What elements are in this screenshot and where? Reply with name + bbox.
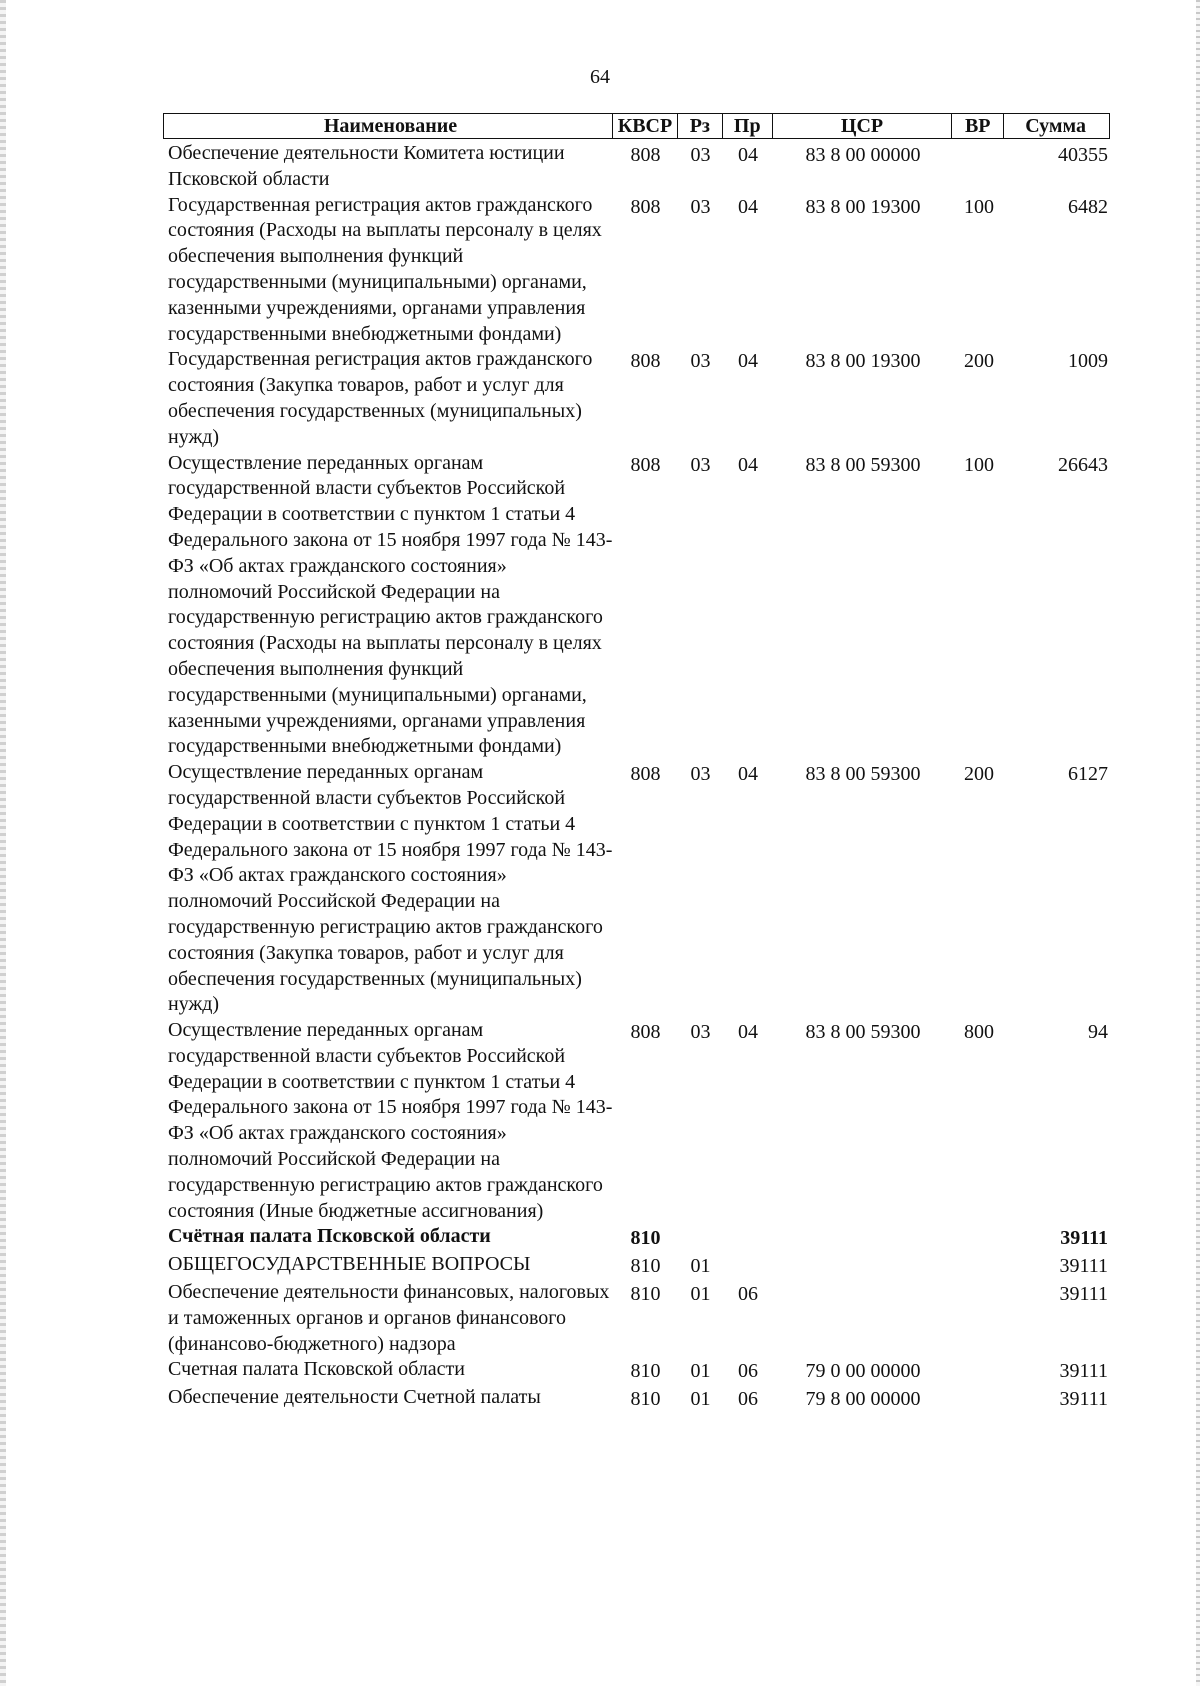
cell-pr: 04: [738, 453, 758, 476]
table-row: [163, 760, 1110, 1018]
table-row: [163, 1357, 1110, 1385]
header-sum: Сумма: [1025, 115, 1086, 137]
cell-rz: 03: [690, 1021, 711, 1044]
header-rz: Рз: [678, 114, 723, 138]
cell-pr: 04: [738, 1021, 758, 1044]
table-row: [163, 193, 1110, 348]
table-body: [163, 141, 1110, 1413]
cell-csr: 83 8 00 19300: [805, 350, 921, 373]
cell-kvsr: 808: [630, 453, 661, 476]
cell-vr: 100: [964, 195, 994, 218]
cell-name: Осуществление переданных органам государственной власти субъектов Российской Федерации в соответствии с пунктом 1 статьи 4 Федерального закона от 15 ноября 1997 года № 143-ФЗ «Об актах гражданского состояния» полномочий Российской Федерации на государственную регистрацию актов гражданского состояния (Иные бюджетные ассигнования): [168, 1019, 613, 1222]
cell-csr: [773, 1252, 953, 1280]
cell-name: Осуществление переданных органам государственной власти субъектов Российской Федерации в соответствии с пунктом 1 статьи 4 Федерального закона от 15 ноября 1997 года № 143-ФЗ «Об актах гражданского состояния» полномочий Российской Федерации на государственную регистрацию актов гражданского состояния (Закупка товаров, работ и услуг для обеспечения государственных (муниципальных) нужд): [168, 761, 613, 1016]
cell-name: Государственная регистрация актов гражданского состояния (Закупка товаров, работ и услуг для обеспечения государственных (муниципальных) нужд): [168, 348, 593, 448]
cell-pr: 04: [738, 763, 758, 786]
cell-csr: [773, 1280, 953, 1357]
cell-pr: 04: [738, 350, 758, 373]
scan-edge-right: [1196, 0, 1200, 1686]
table-row: [163, 1280, 1110, 1357]
cell-rz: 01: [690, 1283, 711, 1306]
cell-vr: [953, 141, 1005, 193]
cell-kvsr: 810: [630, 1283, 661, 1306]
table-header: [163, 113, 1110, 139]
cell-name: Обеспечение деятельности Счетной палаты: [168, 1386, 541, 1409]
cell-kvsr: 810: [630, 1255, 661, 1278]
table-row: [163, 347, 1110, 450]
cell-kvsr: 810: [630, 1388, 661, 1411]
table-row: [163, 141, 1110, 193]
header-csr: ЦСР: [773, 114, 953, 138]
page-number: 64: [590, 66, 610, 88]
cell-pr: [723, 1224, 773, 1252]
cell-name: Осуществление переданных органам государственной власти субъектов Российской Федерации в соответствии с пунктом 1 статьи 4 Федерального закона от 15 ноября 1997 года № 143-ФЗ «Об актах гражданского состояния» полномочий Российской Федерации на государственную регистрацию актов гражданского состояния (Расходы на выплаты персоналу в целях обеспечения выполнения функций государственными (муниципальными) органами, казенными учреждениями, органами управления государственными внебюджетными фондами): [168, 451, 613, 758]
cell-kvsr: 808: [630, 350, 661, 373]
cell-csr: 83 8 00 19300: [805, 195, 921, 218]
cell-vr: [953, 1252, 1005, 1280]
cell-name: Счётная палата Псковской области: [168, 1225, 491, 1248]
cell-sum: 40355: [1058, 144, 1108, 166]
cell-pr: [723, 1252, 773, 1280]
table-row: [163, 1224, 1110, 1252]
cell-pr: 06: [738, 1360, 758, 1383]
cell-vr: [953, 1280, 1005, 1357]
cell-name: ОБЩЕГОСУДАРСТВЕННЫЕ ВОПРОСЫ: [168, 1253, 531, 1276]
cell-rz: 03: [690, 763, 711, 786]
header-kvsr: КВСР: [613, 114, 678, 138]
cell-rz: 01: [690, 1255, 711, 1278]
cell-kvsr: 808: [630, 144, 661, 166]
cell-kvsr: 810: [630, 1227, 661, 1250]
cell-name: Счетная палата Псковской области: [168, 1358, 465, 1381]
cell-pr: 06: [738, 1388, 758, 1411]
budget-table: [163, 113, 1110, 1413]
scan-edge-left: [0, 0, 6, 1686]
cell-kvsr: 808: [630, 1021, 661, 1044]
cell-rz: [678, 1224, 723, 1252]
cell-vr: [953, 1357, 1005, 1385]
cell-sum: 94: [1088, 1021, 1108, 1044]
cell-kvsr: 810: [630, 1360, 661, 1383]
cell-vr: [953, 1224, 1005, 1252]
cell-vr: 800: [964, 1021, 994, 1044]
cell-kvsr: 808: [630, 195, 661, 218]
cell-rz: 03: [690, 453, 711, 476]
table-row: [163, 1252, 1110, 1280]
cell-rz: 01: [690, 1360, 711, 1383]
cell-csr: 83 8 00 59300: [805, 1021, 921, 1044]
cell-pr: 04: [738, 195, 758, 218]
header-pr: Пр: [723, 114, 773, 138]
cell-pr: 06: [738, 1283, 758, 1306]
cell-rz: 03: [690, 350, 711, 373]
header-vr: ВР: [952, 114, 1004, 138]
cell-sum: 1009: [1068, 350, 1108, 373]
cell-name: Обеспечение деятельности Комитета юстиции Псковской области: [168, 142, 565, 190]
cell-rz: 03: [690, 144, 711, 166]
cell-csr: 83 8 00 59300: [805, 763, 921, 786]
table-row: [163, 451, 1110, 761]
cell-sum: 39111: [1060, 1227, 1108, 1250]
table-row: [163, 1385, 1110, 1413]
cell-csr: 83 8 00 59300: [805, 453, 921, 476]
table-row: [163, 1018, 1110, 1224]
cell-sum: 39111: [1059, 1283, 1108, 1306]
cell-vr: 100: [964, 453, 994, 476]
cell-csr: 83 8 00 00000: [805, 144, 921, 166]
cell-pr: 04: [738, 144, 758, 166]
cell-csr: [773, 1224, 953, 1252]
cell-rz: 01: [690, 1388, 711, 1411]
cell-sum: 26643: [1058, 453, 1108, 476]
cell-vr: 200: [964, 350, 994, 373]
cell-kvsr: 808: [630, 763, 661, 786]
cell-vr: [953, 1385, 1005, 1413]
cell-name: Государственная регистрация актов гражданского состояния (Расходы на выплаты персоналу в целях обеспечения выполнения функций государственными (муниципальными) органами, казенными учреждениями, органами управления государственными внебюджетными фондами): [168, 193, 602, 345]
cell-name: Обеспечение деятельности финансовых, налоговых и таможенных органов и органов финансового (финансово-бюджетного) надзора: [168, 1281, 610, 1355]
header-name: Наименование: [164, 114, 613, 138]
cell-rz: 03: [690, 195, 711, 218]
cell-sum: 39111: [1059, 1360, 1108, 1383]
cell-sum: 39111: [1059, 1388, 1108, 1411]
cell-sum: 6482: [1068, 195, 1108, 218]
cell-sum: 39111: [1059, 1255, 1108, 1278]
cell-vr: 200: [964, 763, 994, 786]
cell-sum: 6127: [1068, 763, 1108, 786]
cell-csr: 79 8 00 00000: [805, 1388, 921, 1411]
cell-csr: 79 0 00 00000: [805, 1360, 921, 1383]
